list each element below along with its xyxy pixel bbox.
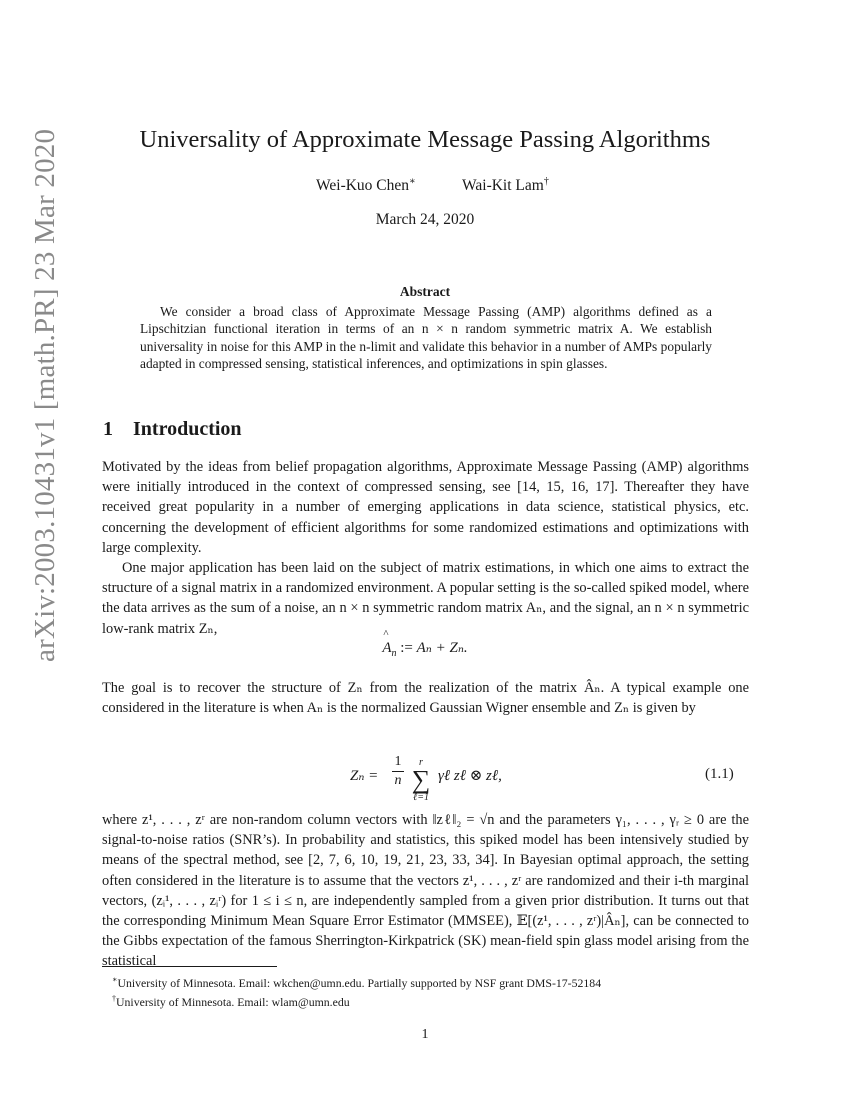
equation-spiked-lhs: ^ A <box>382 640 391 657</box>
footnote-1 <box>112 972 752 991</box>
summation-symbol: ∑ <box>411 765 431 794</box>
author-2-footnote-mark: † <box>543 176 549 187</box>
footnote-2 <box>112 991 752 1010</box>
paper-title: Universality of Approximate Message Passing Algorithms <box>139 126 711 153</box>
intro-paragraph-4-text: where z¹, . . . , zʳ are non-random column vectors with ‖zℓ‖₂ = √n and the parameters γ₁, . . . , γᵣ ≥ 0 are the signal-to-noise ratios (SNR’s). In probability and statistics, this spiked model has been intensively studied by means of the spectral method, see [2, 7, 6, 10, 19, 21, 23, 33, 34]. In Bayesian optimal approach, the setting often considered in the literature is to assume that the vectors z¹, . . . , zʳ are randomized and their i-th marginal vectors, (zᵢ¹, . . . , zᵢʳ) for 1 ≤ i ≤ n, are independently sampled from a given prior distribution. It turns out that the corresponding Minimum Mean Square Error Estimator (MMSEE), 𝔼[(z¹, . . . , zʳ)|Âₙ], can be connected to the Gibbs expectation of the famous Sherrington-Kirkpatrick (SK) mean-field spin glass model arising from the statistical <box>102 812 749 970</box>
intro-paragraph-4 <box>102 810 749 972</box>
fraction-bar <box>392 771 404 772</box>
intro-paragraph-1 <box>102 457 749 558</box>
equation-1-1 <box>350 756 520 814</box>
equation-spiked-model <box>0 638 850 659</box>
section-number: 1 <box>103 418 113 440</box>
arxiv-identifier-stamp <box>20 128 70 662</box>
intro-paragraph-2-text: One major application has been laid on the subject of matrix estimations, in which one aims to extract the structure of a signal matrix in a randomized environment. A popular setting is the so-called spiked model, where the data arrives as the sum of a noise, an n × n symmetric random matrix Aₙ, and the signal, an n × n symmetric low-rank matrix Zₙ, <box>102 560 749 637</box>
footnote-1-mark: ∗ <box>112 975 118 984</box>
section-title: Introduction <box>133 418 242 440</box>
intro-paragraph-2 <box>102 558 749 639</box>
author-2 <box>462 176 549 195</box>
author-1-footnote-mark: ∗ <box>409 176 416 187</box>
footnote-2-text: University of Minnesota. Email: wlam@umn.edu <box>116 995 350 1010</box>
section-heading-introduction <box>103 418 242 441</box>
equation-spiked-rhs: Aₙ + Zₙ. <box>416 640 468 656</box>
equation-1-1-rhs: γℓ zℓ ⊗ zℓ, <box>438 768 502 784</box>
equation-1-1-fraction <box>392 754 404 789</box>
intro-paragraph-3-text: The goal is to recover the structure of Zₙ from the realization of the matrix Âₙ. A typical example one considered in the literature is when Aₙ is the normalized Gaussian Wigner ensemble and Zₙ is given by <box>102 680 749 717</box>
summation-lower-limit: ℓ=1 <box>413 792 429 803</box>
intro-paragraph-3 <box>102 678 749 718</box>
equation-number: (1.1) <box>705 766 734 782</box>
equation-1-1-lhs: Zₙ = <box>350 768 379 784</box>
author-1-name: Wei-Kuo Chen <box>316 177 410 195</box>
equation-1-1-numerator: 1 <box>394 754 402 769</box>
author-2-name: Wai-Kit Lam <box>462 177 544 195</box>
abstract-body <box>140 303 712 373</box>
intro-paragraph-1-text: Motivated by the ideas from belief propagation algorithms, Approximate Message Passing (AMP) algorithms were initially introduced in the context of compressed sensing, see [14, 15, 16, 17]. Thereafter they have received great popularity in a number of emerging applications in data science, statistical physics, etc. concerning the development of efficient algorithms for some randomized estimations and optimizations with large complexity. <box>102 459 749 556</box>
footnote-divider <box>102 966 277 967</box>
footnote-1-text: University of Minnesota. Email: wkchen@umn.edu. Partially supported by NSF grant DMS-17-52184 <box>117 975 602 990</box>
author-1 <box>316 176 416 195</box>
paper-date: March 24, 2020 <box>375 211 475 228</box>
footnotes <box>112 972 752 1011</box>
abstract-heading: Abstract <box>399 284 451 299</box>
author-list <box>0 176 850 198</box>
equation-spiked-op: := <box>400 640 413 656</box>
equation-spiked-lhs-sub: n <box>391 648 397 659</box>
page-number: 1 <box>421 1027 429 1042</box>
equation-1-1-denominator: n <box>394 773 402 788</box>
footnote-2-mark: † <box>112 994 116 1004</box>
abstract-text: We consider a broad class of Approximate Message Passing (AMP) algorithms defined as a Lipschitzian functional iteration in terms of an n × n random symmetric matrix A. We establish universality in noise for this AMP in the n-limit and validate this behavior in a number of AMPs popularly adapted in compressed sensing, statistical inferences, and optimizations in spin glasses. <box>140 304 712 372</box>
summation-upper-limit: r <box>419 757 423 768</box>
equation-1-1-summation <box>408 758 434 804</box>
arxiv-identifier-text: arXiv:2003.10431v1 [math.PR] 23 Mar 2020 <box>29 128 61 662</box>
